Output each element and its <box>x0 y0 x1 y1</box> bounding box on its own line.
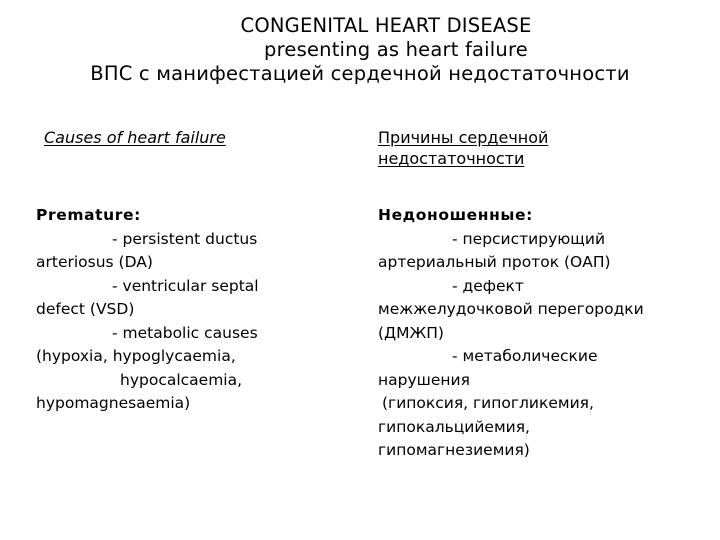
left-line: - ventricular septal <box>112 276 259 295</box>
left-line: - metabolic causes <box>112 323 258 342</box>
right-line: нарушения <box>378 370 470 389</box>
left-column-body <box>36 204 336 416</box>
right-line: гипокальцийемия, <box>378 417 530 436</box>
right-line: межжелудочковой перегородки <box>378 300 644 318</box>
left-line: - persistent ductus <box>112 229 258 248</box>
title-line-1: CONGENITAL HEART DISEASE <box>240 14 532 37</box>
right-column-heading <box>378 127 698 169</box>
left-line: defect (VSD) <box>36 300 135 318</box>
right-line: гипомагнезиемия) <box>378 441 530 459</box>
right-line-premature: Недоношенные: <box>378 206 533 224</box>
right-line: артериальный проток (ОАП) <box>378 253 611 271</box>
right-column-body <box>378 204 708 463</box>
left-column-heading: Causes of heart failure <box>44 128 226 147</box>
right-line: - персистирующий <box>452 229 606 248</box>
right-line: - метаболические <box>452 347 598 365</box>
right-line: (ДМЖП) <box>378 323 444 342</box>
title-line-3: ВПС с манифестацией сердечной недостаточности <box>90 62 630 85</box>
left-line: hypocalcaemia, <box>120 370 243 389</box>
left-line: (hypoxia, hypoglycaemia, <box>36 347 236 365</box>
title-line-2: presenting as heart failure <box>264 38 528 61</box>
left-line: hypomagnesaemia) <box>36 394 191 412</box>
right-heading-line-2: недостаточности <box>378 149 525 168</box>
left-line: arteriosus (DA) <box>36 253 153 271</box>
right-heading-line-1: Причины сердечной <box>378 128 549 147</box>
left-line-premature: Premature: <box>36 206 141 224</box>
right-line: (гипоксия, гипогликемия, <box>382 394 594 412</box>
slide-title <box>0 14 720 86</box>
right-line: - дефект <box>452 276 524 295</box>
